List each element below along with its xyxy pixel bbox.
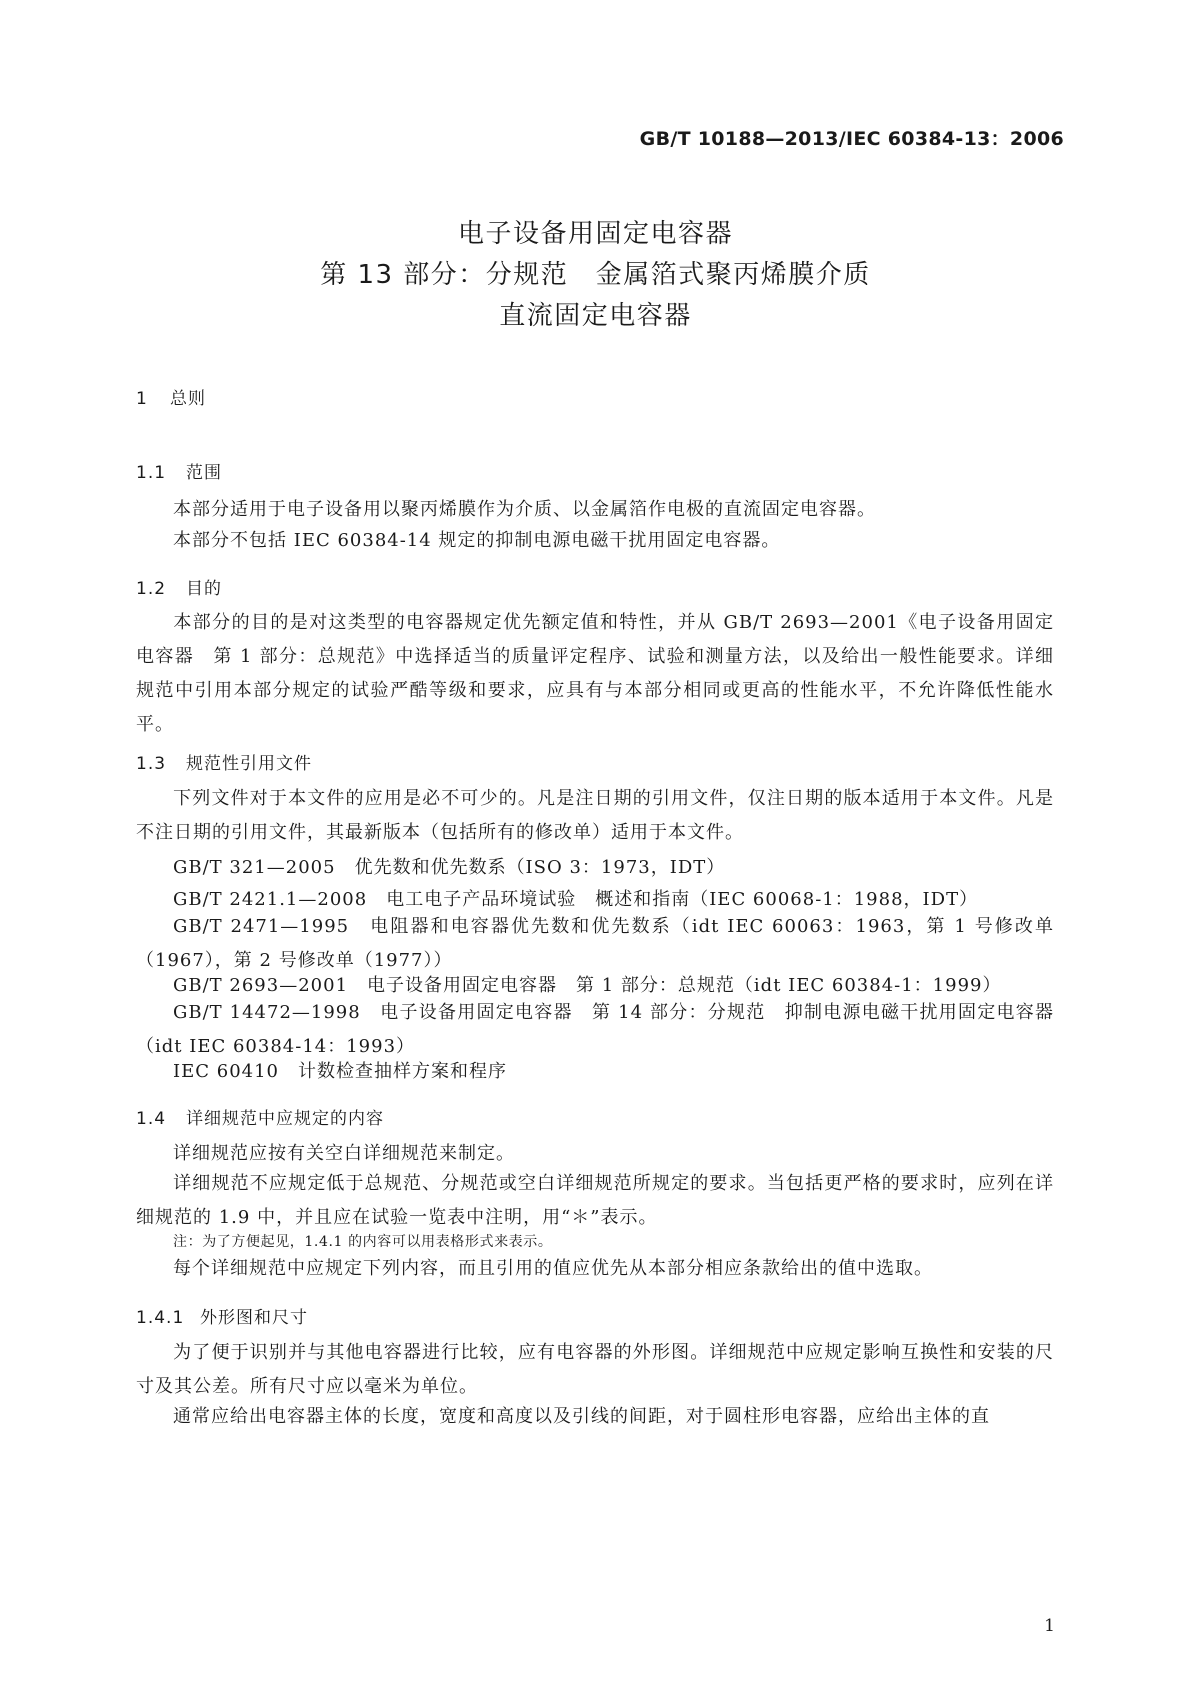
section-number: 1.4.1 — [136, 1308, 185, 1328]
reference-item: GB/T 14472—1998 电子设备用固定电容器 第 14 部分：分规范 抑制电源电磁干扰用固定电容器（idt IEC 60384-14：1993） — [136, 1002, 1054, 1057]
section-number: 1.4 — [136, 1109, 167, 1129]
title-line-3: 直流固定电容器 — [499, 301, 692, 331]
section-title: 详细规范中应规定的内容 — [186, 1109, 384, 1129]
section-1-1-heading — [136, 458, 222, 483]
note: 注：为了方便起见，1.4.1 的内容可以用表格形式来表示。 — [173, 1234, 553, 1250]
section-1-heading — [136, 384, 206, 409]
reference-item: GB/T 2693—2001 电子设备用固定电容器 第 1 部分：总规范（idt IEC 60384-1：1999） — [173, 975, 1002, 996]
section-1-4-heading — [136, 1104, 384, 1129]
section-1-2-heading — [136, 574, 222, 599]
paragraph: 每个详细规范中应规定下列内容，而且引用的值应优先从本部分相应条款给出的值中选取。 — [173, 1258, 933, 1279]
paragraph: 下列文件对于本文件的应用是必不可少的。凡是注日期的引用文件，仅注日期的版本适用于本文件。凡是不注日期的引用文件，其最新版本（包括所有的修改单）适用于本文件。 — [136, 788, 1054, 843]
section-title: 规范性引用文件 — [186, 754, 312, 774]
section-title: 外形图和尺寸 — [200, 1308, 308, 1328]
paragraph: 本部分不包括 IEC 60384-14 规定的抑制电源电磁干扰用固定电容器。 — [173, 530, 781, 551]
reference-item: GB/T 321—2005 优先数和优先数系（ISO 3：1973，IDT） — [173, 857, 726, 878]
paragraph: 详细规范应按有关空白详细规范来制定。 — [173, 1143, 515, 1164]
section-title: 总则 — [170, 389, 206, 409]
reference-item: GB/T 2471—1995 电阻器和电容器优先数和优先数系（idt IEC 60063：1963，第 1 号修改单（1967），第 2 号修改单（1977）） — [136, 916, 1054, 971]
title-line-1: 电子设备用固定电容器 — [457, 219, 733, 249]
reference-item: IEC 60410 计数检查抽样方案和程序 — [173, 1061, 508, 1082]
section-number: 1.3 — [136, 754, 167, 774]
standard-number: GB/T 10188—2013/IEC 60384-13：2006 — [639, 128, 1064, 150]
section-number: 1 — [136, 389, 148, 409]
section-1-3-heading — [136, 749, 312, 774]
title-line-2: 第 13 部分：分规范 金属箔式聚丙烯膜介质 — [320, 260, 871, 290]
paragraph: 本部分的目的是对这类型的电容器规定优先额定值和特性，并从 GB/T 2693—2001《电子设备用固定电容器 第 1 部分：总规范》中选择适当的质量评定程序、试验和测量方法，以及给出一般性能要求。详细规范中引用本部分规定的试验严酷等级和要求，应具有与本部分相同或更高的性能水平，不允许降低性能水平。 — [136, 612, 1054, 735]
section-number: 1.1 — [136, 463, 167, 483]
paragraph: 通常应给出电容器主体的长度，宽度和高度以及引线的间距，对于圆柱形电容器，应给出主体的直 — [173, 1406, 990, 1427]
reference-item: GB/T 2421.1—2008 电工电子产品环境试验 概述和指南（IEC 60068-1：1988，IDT） — [173, 889, 979, 910]
section-title: 范围 — [186, 463, 222, 483]
paragraph: 为了便于识别并与其他电容器进行比较，应有电容器的外形图。详细规范中应规定影响互换性和安装的尺寸及其公差。所有尺寸应以毫米为单位。 — [136, 1342, 1054, 1397]
paragraph: 详细规范不应规定低于总规范、分规范或空白详细规范所规定的要求。当包括更严格的要求时，应列在详细规范的 1.9 中，并且应在试验一览表中注明，用“＊”表示。 — [136, 1173, 1054, 1228]
section-1-4-1-heading — [136, 1303, 308, 1328]
section-title: 目的 — [186, 579, 222, 599]
section-number: 1.2 — [136, 579, 167, 599]
paragraph: 本部分适用于电子设备用以聚丙烯膜作为介质、以金属箔作电极的直流固定电容器。 — [173, 499, 876, 520]
page-number: 1 — [1044, 1616, 1055, 1636]
